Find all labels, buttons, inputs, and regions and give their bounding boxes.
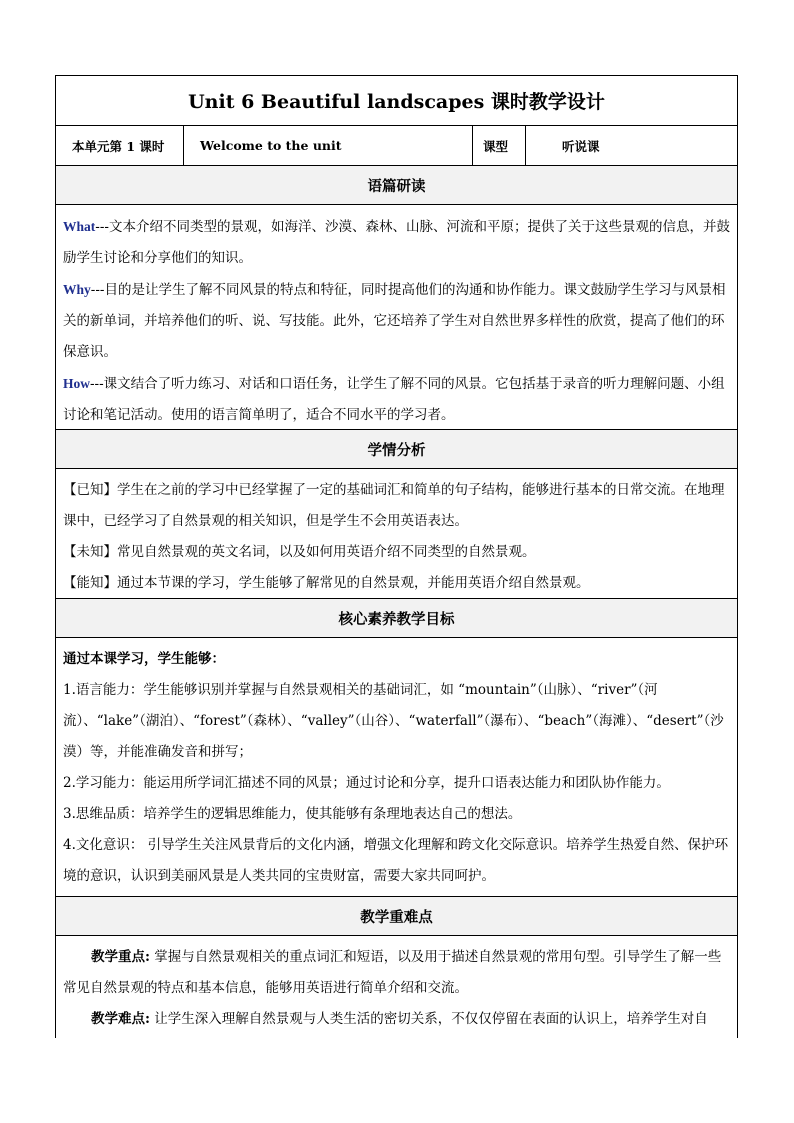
objectives-intro: 通过本课学习，学生能够： [63, 651, 225, 667]
key-point-paragraph [63, 942, 730, 1004]
difficulty-text: 让学生深入理解自然景观与人类生活的密切关系，不仅仅停留在表面的认识上，培养学生对自 [149, 1011, 708, 1027]
objective-thinking: 3.思维品质：培养学生的逻辑思维能力，使其能够有条理地表达自己的想法。 [63, 806, 522, 822]
key-point-label: 教学重点: [91, 949, 150, 965]
lesson-type-value-cell: 听说课 [562, 138, 600, 154]
document-title: Unit 6 Beautiful landscapes 课时教学设计 [56, 76, 737, 126]
lesson-topic-cell: Welcome to the unit [184, 126, 473, 165]
what-text: ---文本介绍不同类型的景观，如海洋、沙漠、森林、山脉、河流和平原；提供了关于这些景观的信息，并鼓励学生讨论和分享他们的知识。 [63, 219, 730, 266]
section-body-objectives [56, 638, 737, 897]
objective-culture: 4.文化意识： 引导学生关注风景背后的文化内涵，增强文化理解和跨文化交际意识。培养学生热爱自然、保护环境的意识，认识到美丽风景是人类共同的宝贵财富，需要大家共同呵护。 [63, 837, 729, 884]
lesson-info-row [56, 126, 737, 166]
able-paragraph: 【能知】通过本节课的学习，学生能够了解常见的自然景观，并能用英语介绍自然景观。 [63, 575, 590, 591]
lesson-number-cell: 本单元第 1 课时 [56, 126, 184, 165]
objective-language: 1.语言能力：学生能够识别并掌握与自然景观相关的基础词汇，如 “mountain”（山脉）、“river”（河流）、“lake”（湖泊）、“forest”（森林）、“valley”（山谷）、“waterfall”（瀑布）、“beach”（海滩）、“desert”（沙漠）等，并能准确发音和拼写； [63, 682, 724, 760]
difficulty-label: 教学难点: [91, 1011, 150, 1027]
section-heading-objectives: 核心素养教学目标 [56, 599, 737, 638]
section-body-learner-analysis [56, 469, 737, 599]
key-point-text: 掌握与自然景观相关的重点词汇和短语，以及用于描述自然景观的常用句型。引导学生了解一些常见自然景观的特点和基本信息，能够用英语进行简单介绍和交流。 [63, 949, 722, 996]
unknown-paragraph: 【未知】常见自然景观的英文名词，以及如何用英语介绍不同类型的自然景观。 [63, 544, 536, 560]
known-paragraph: 【已知】学生在之前的学习中已经掌握了一定的基础词汇和简单的句子结构，能够进行基本的日常交流。在地理课中，已经学习了自然景观的相关知识，但是学生不会用英语表达。 [63, 482, 725, 529]
section-body-text-analysis [56, 205, 737, 430]
section-body-key-points [56, 936, 737, 1038]
why-paragraph [63, 274, 730, 368]
what-label: What [63, 219, 96, 234]
difficulty-paragraph [63, 1004, 730, 1035]
how-label: How [63, 376, 90, 391]
what-paragraph [63, 211, 730, 274]
section-heading-text-analysis: 语篇研读 [56, 166, 737, 205]
how-paragraph [63, 368, 730, 431]
how-text: ---课文结合了听力练习、对话和口语任务，让学生了解不同的风景。它包括基于录音的听力理解问题、小组讨论和笔记活动。使用的语言简单明了，适合不同水平的学习者。 [63, 376, 725, 423]
why-label: Why [63, 282, 91, 297]
lesson-plan-table [55, 75, 738, 1038]
section-heading-key-points: 教学重难点 [56, 897, 737, 936]
section-heading-learner-analysis: 学情分析 [56, 430, 737, 469]
objective-learning: 2.学习能力：能运用所学词汇描述不同的风景；通过讨论和分享，提升口语表达能力和团队协作能力。 [63, 775, 670, 791]
lesson-type-label-cell: 课型 [473, 126, 526, 165]
why-text: ---目的是让学生了解不同风景的特点和特征，同时提高他们的沟通和协作能力。课文鼓励学生学习与风景相关的新单词，并培养他们的听、说、写技能。此外，它还培养了学生对自然世界多样性的欣赏，提高了他们的环保意识。 [63, 282, 726, 360]
